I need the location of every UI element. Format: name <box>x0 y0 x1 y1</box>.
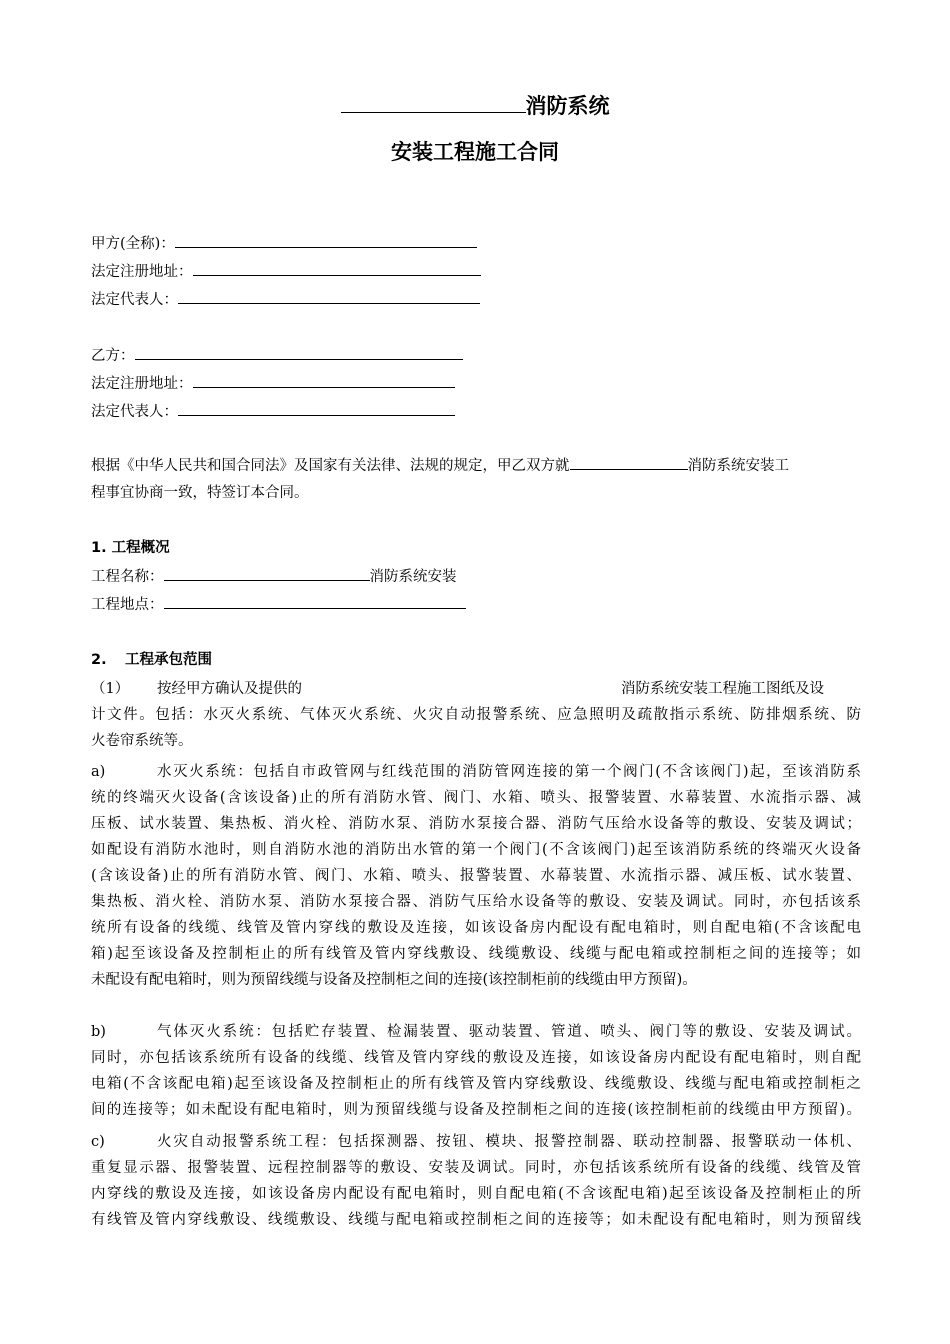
item-c-text: 火灾自动报警系统工程：包括探测器、按钮、模块、报警控制器、联动控制器、报警联动一体机、 <box>157 1134 861 1150</box>
item-b-line-3: 电箱(不含该配电箱)起至该设备及控制柜止的所有线管及管内穿线敷设、线缆敷设、线缆与配电箱或控制柜之 <box>91 1076 861 1092</box>
item-a-line-3: 压板、试水装置、集热板、消火栓、消防水泵、消防水泵接合器、消防气压给水设备等的敷设、安装及调试； <box>91 816 861 832</box>
item-a-line-9: 未配设有配电箱时，则为预留线缆与设备及控制柜之间的连接(该控制柜前的线缆由甲方预留)。 <box>91 972 697 988</box>
party-b-rep-row <box>91 397 861 425</box>
section-2-item-1 <box>91 676 861 754</box>
section-1 <box>91 534 861 618</box>
project-site-row: 工程地点： <box>91 590 861 618</box>
section-2-heading: 2. 工程承包范围 <box>91 652 212 668</box>
item-a-line-7: 统所有设备的线缆、线管及管内穿线的敷设及连接，如该设备房内配设有配电箱时，则自配电箱(不含该配电 <box>91 920 861 936</box>
section-1-heading: 1. 工程概况 <box>91 540 170 556</box>
party-b-name-blank <box>135 341 463 360</box>
item-c-line-1 <box>91 1129 861 1155</box>
document-title-line2: 安装工程施工合同 <box>391 140 559 164</box>
party-a-name-label: 甲方(全称)： <box>91 236 175 252</box>
item-a-text: 水灭火系统：包括自市政管网与红线范围的消防管网连接的第一个阀门(不含该阀门)起，至该消防系 <box>157 764 861 780</box>
project-site-blank <box>164 590 466 609</box>
item-c <box>91 1129 861 1233</box>
item1-line3: 火卷帘系统等。 <box>91 733 193 749</box>
document-title-line1 <box>0 92 950 120</box>
item-c-line-2: 重复显示器、报警装置、远程控制器等的敷设、安装及调试。同时，亦包括该系统所有设备的线缆、线管及管 <box>91 1160 861 1176</box>
party-a-address-label: 法定注册地址： <box>91 264 193 280</box>
item-a-line-4: 如配设有消防水池时，则自消防水池的消防出水管的第一个阀门(不含该阀门)起至该消防系统的终端灭火设备 <box>91 842 861 858</box>
party-a-address-row <box>91 257 861 285</box>
project-name-row: 工程名称： 消防系统安装 <box>91 562 861 590</box>
party-a-address-blank <box>193 257 481 276</box>
party-a-rep-row <box>91 285 861 313</box>
item1-line1: （1） 按经甲方确认及提供的 消防系统安装工程施工图纸及设 <box>91 681 824 697</box>
section-2 <box>91 646 861 674</box>
party-b-block <box>91 341 861 425</box>
item-b-text: 气体灭火系统：包括贮存装置、检漏装置、驱动装置、管道、喷头、阀门等的敷设、安装及调试。 <box>157 1024 861 1040</box>
party-a-block <box>91 229 861 313</box>
project-name-blank <box>164 562 370 581</box>
preamble <box>91 451 861 507</box>
item-a-line-2: 统的终端灭火设备(含该设备)止的所有消防水管、阀门、水箱、喷头、报警装置、水幕装置、水流指示器、减 <box>91 790 861 806</box>
preamble-line2: 程事宜协商一致，特签订本合同。 <box>91 485 309 501</box>
item-c-line-4: 有线管及管内穿线敷设、线缆敷设、线缆与配电箱或控制柜之间的连接等；如未配设有配电箱时，则为预留线 <box>91 1212 861 1228</box>
party-b-rep-label: 法定代表人： <box>91 404 178 420</box>
party-a-rep-blank <box>178 285 480 304</box>
item-b-line-4: 间的连接等；如未配设有配电箱时，则为预留线缆与设备及控制柜之间的连接(该控制柜前的线缆由甲方预留)。 <box>91 1102 861 1118</box>
preamble-system-blank <box>570 451 688 470</box>
party-b-rep-blank <box>178 397 455 416</box>
party-b-address-blank <box>193 369 455 388</box>
item-c-line-3: 内穿线的敷设及连接，如该设备房内配设有配电箱时，则自配电箱(不含该配电箱)起至该设备及控制柜止的所 <box>91 1186 861 1202</box>
item-a-line-8: 箱)起至该设备及控制柜止的所有线管及管内穿线敷设、线缆敷设、线缆与配电箱或控制柜之间的连接等；如 <box>91 946 861 962</box>
item-a-label: a) <box>91 764 106 780</box>
party-a-rep-label: 法定代表人： <box>91 292 178 308</box>
party-b-name-label: 乙方： <box>91 348 135 364</box>
item-a-line-6: 集热板、消火栓、消防水泵、消防水泵接合器、消防气压给水设备等的敷设、安装及调试。同时，亦包括该系 <box>91 894 861 910</box>
item-b <box>91 1019 861 1123</box>
party-b-address-label: 法定注册地址： <box>91 376 193 392</box>
item-a <box>91 759 861 993</box>
item-b-line-2: 同时，亦包括该系统所有设备的线缆、线管及管内穿线的敷设及连接，如该设备房内配设有配电箱时，则自配 <box>91 1050 861 1066</box>
item-b-label: b) <box>91 1024 106 1040</box>
item-a-line-5: (含该设备)止的所有消防水管、阀门、水箱、喷头、报警装置、水幕装置、水流指示器、减压板、试水装置、 <box>91 868 861 884</box>
item-a-line-1 <box>91 759 861 785</box>
item1-line2: 计文件。包括：水灭火系统、气体灭火系统、火灾自动报警系统、应急照明及疏散指示系统、防排烟系统、防 <box>91 707 861 723</box>
title-suffix: 消防系统 <box>525 94 610 118</box>
party-b-name-row <box>91 341 861 369</box>
item-c-label: c) <box>91 1134 105 1150</box>
preamble-line1: 根据《中华人民共和国合同法》及国家有关法律、法规的规定，甲乙双方就 消防系统安装工 <box>91 451 861 479</box>
party-a-name-blank <box>175 229 477 248</box>
party-a-name-row <box>91 229 861 257</box>
item-b-line-1 <box>91 1019 861 1045</box>
system-name-blank <box>341 92 526 113</box>
party-b-address-row <box>91 369 861 397</box>
